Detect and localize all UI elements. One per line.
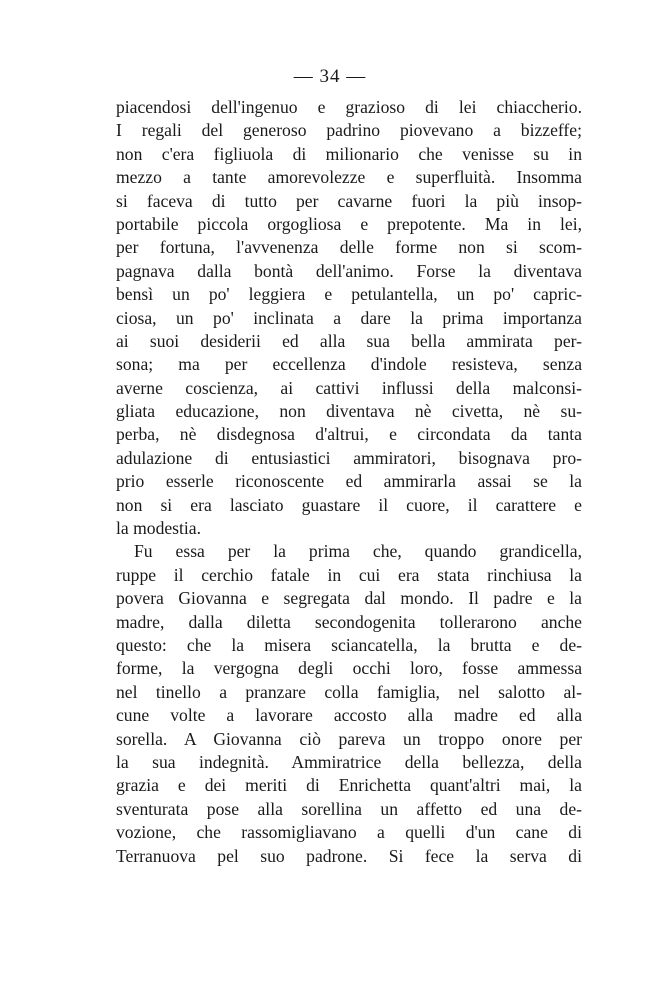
text-line: madre, dalla diletta secondogenita tollerarono anche <box>116 611 582 632</box>
text-line: piacendosi dell'ingenuo e grazioso di lei chiaccherio. <box>116 97 582 117</box>
text-line: perba, nè disdegnosa d'altrui, e circondata da tanta <box>116 424 582 445</box>
text-line: non c'era figliuola di milionario che venisse su in <box>116 143 582 164</box>
text-line: povera Giovanna e segregata dal mondo. Il padre e la <box>116 588 582 609</box>
body-text <box>116 96 582 868</box>
text-line: si faceva di tutto per cavarne fuori la più insop- <box>116 190 582 211</box>
paragraph-1 <box>116 96 582 540</box>
text-line: bensì un po' leggiera e petulantella, un po' capric- <box>116 284 582 305</box>
text-line: forme, la vergogna degli occhi loro, fosse ammessa <box>116 658 582 679</box>
text-line: Fu essa per la prima che, quando grandicella, <box>134 541 582 562</box>
text-line: per fortuna, l'avvenenza delle forme non si scom- <box>116 237 582 258</box>
page-number: — 34 — <box>293 66 367 87</box>
text-line: gliata educazione, non diventava nè civetta, nè su- <box>116 401 582 422</box>
text-line: ruppe il cerchio fatale in cui era stata rinchiusa la <box>116 564 582 585</box>
text-line: ciosa, un po' inclinata a dare la prima importanza <box>116 307 582 328</box>
text-line: sona; ma per eccellenza d'indole resisteva, senza <box>116 354 582 375</box>
text-line: grazia e dei meriti di Enrichetta quant'altri mai, la <box>116 775 582 796</box>
text-line: vozione, che rassomigliavano a quelli d'un cane di <box>116 822 582 843</box>
text-line: I regali del generoso padrino piovevano a bizzeffe; <box>116 120 582 141</box>
text-line: ai suoi desiderii ed alla sua bella ammirata per- <box>116 330 582 351</box>
text-line: la sua indegnità. Ammiratrice della bellezza, della <box>116 751 582 772</box>
text-line: non si era lasciato guastare il cuore, il carattere e <box>116 494 582 515</box>
text-line: sventurata pose alla sorellina un affetto ed una de- <box>116 798 582 819</box>
text-line: cune volte a lavorare accosto alla madre ed alla <box>116 705 582 726</box>
paragraph-2 <box>116 540 582 867</box>
text-line: averne coscienza, ai cattivi influssi della malconsi- <box>116 377 582 398</box>
text-line: pagnava dalla bontà dell'animo. Forse la diventava <box>116 260 582 281</box>
text-line: adulazione di entusiastici ammiratori, bisognava pro- <box>116 447 582 468</box>
text-line: la modestia. <box>116 518 202 539</box>
text-line: sorella. A Giovanna ciò pareva un troppo onore per <box>116 728 582 749</box>
text-line: mezzo a tante amorevolezze e superfluità. Insomma <box>116 167 582 188</box>
text-line: nel tinello a pranzare colla famiglia, nel salotto al- <box>116 681 582 702</box>
text-line: questo: che la misera sciancatella, la brutta e de- <box>116 634 582 655</box>
text-line: Terranuova pel suo padrone. Si fece la serva di <box>116 845 582 866</box>
text-line: prio esserle riconoscente ed ammirarla assai se la <box>116 471 582 492</box>
text-line: portabile piccola orgogliosa e prepotente. Ma in lei, <box>116 213 582 234</box>
